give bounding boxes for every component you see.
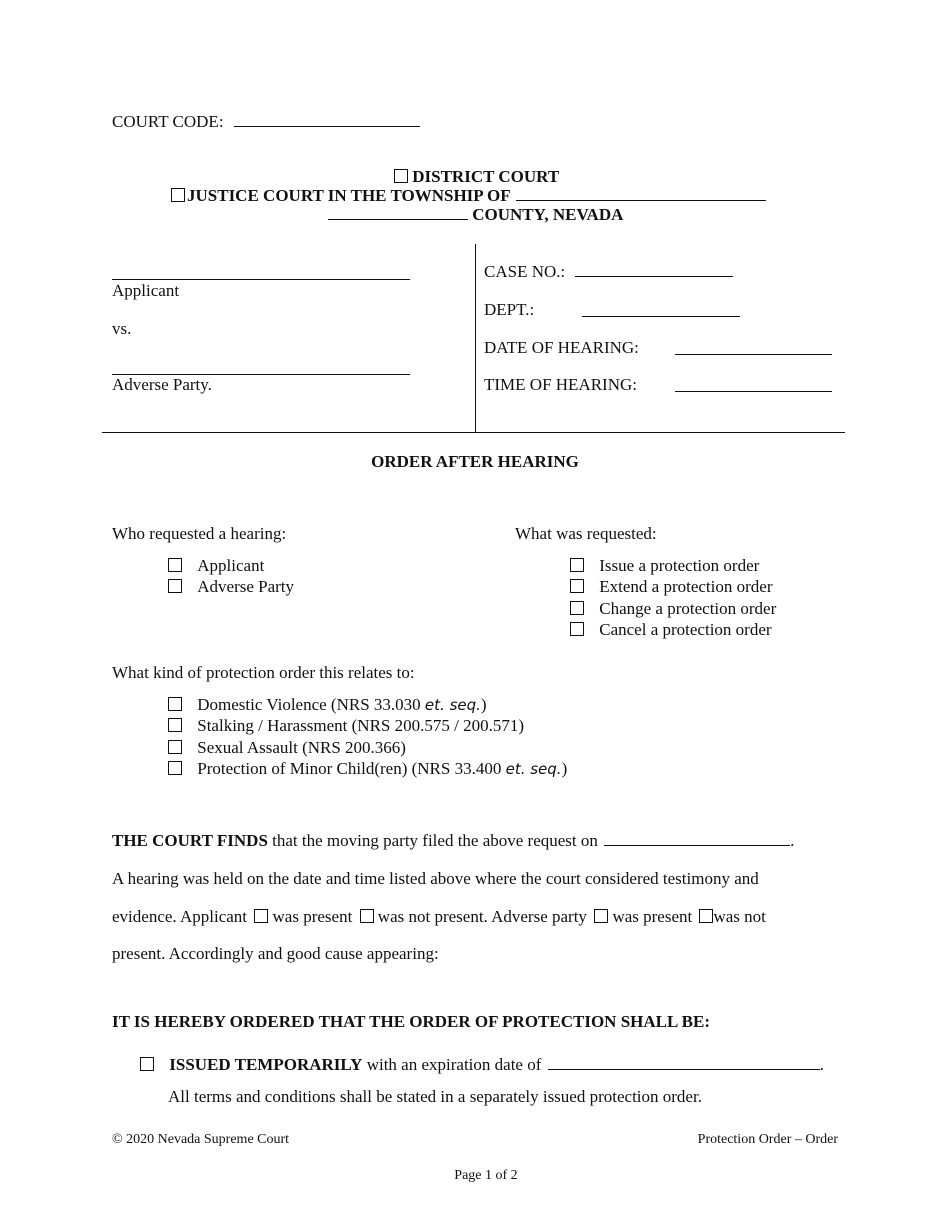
- what-requested-option: [570, 599, 776, 619]
- dept-label: DEPT.:: [484, 300, 535, 319]
- who-option-label: Applicant: [197, 556, 265, 575]
- option-italic: et. seq.: [424, 696, 481, 714]
- court-code-label: COURT CODE:: [112, 112, 224, 131]
- who-requested-option: [168, 556, 264, 576]
- protection-kind-option: [168, 695, 487, 715]
- findings-text: evidence. Applicant: [112, 907, 248, 926]
- footer-copyright: © 2020 Nevada Supreme Court: [112, 1132, 290, 1147]
- who-option-label: Adverse Party: [197, 577, 295, 596]
- time-of-hearing-field[interactable]: [675, 377, 832, 392]
- adverse-present-checkbox[interactable]: [594, 909, 608, 923]
- option-italic: et. seq.: [505, 760, 562, 778]
- justice-court-checkbox[interactable]: [171, 188, 185, 202]
- protection-kind-label: What kind of protection order this relates to:: [112, 663, 415, 682]
- case-no-field[interactable]: [575, 262, 733, 277]
- what-requested-label: What was requested:: [515, 524, 657, 543]
- protection-kind-option: [168, 759, 567, 779]
- issued-temporarily-checkbox[interactable]: [140, 1057, 154, 1071]
- issued-text: with an expiration date of: [362, 1055, 542, 1074]
- sexual-assault-checkbox[interactable]: [168, 740, 182, 754]
- justice-court-label: JUSTICE COURT IN THE TOWNSHIP OF: [187, 186, 510, 205]
- issue-order-checkbox[interactable]: [570, 558, 584, 572]
- justice-court-option: [171, 186, 766, 206]
- district-court-label: DISTRICT COURT: [412, 167, 560, 186]
- issued-note: All terms and conditions shall be stated in a separately issued protection order.: [168, 1087, 702, 1106]
- what-option-label: Cancel a protection order: [599, 620, 772, 639]
- what-option-label: Change a protection order: [599, 599, 777, 618]
- option-text: Stalking / Harassment (NRS 200.575 / 200.571): [197, 716, 525, 735]
- applicant-name-line[interactable]: [112, 279, 410, 280]
- court-code-field[interactable]: [234, 112, 420, 127]
- applicant-present-checkbox[interactable]: [254, 909, 268, 923]
- findings-text: was not present. Adverse party: [377, 907, 587, 926]
- page-title: ORDER AFTER HEARING: [371, 452, 579, 471]
- issued-label: ISSUED TEMPORARILY: [169, 1055, 363, 1074]
- stalking-harassment-checkbox[interactable]: [168, 718, 182, 732]
- what-option-label: Issue a protection order: [599, 556, 760, 575]
- what-requested-option: [570, 577, 773, 597]
- case-no-label: CASE NO.:: [484, 262, 566, 281]
- who-requested-label: Who requested a hearing:: [112, 524, 287, 543]
- findings-text: that the moving party filed the above request on: [267, 831, 598, 850]
- footer-form-name: Protection Order – Order: [697, 1132, 838, 1147]
- applicant-checkbox[interactable]: [168, 558, 182, 572]
- expiration-date-field[interactable]: [548, 1055, 820, 1070]
- what-requested-option: [570, 556, 759, 576]
- option-suffix: ): [561, 759, 568, 778]
- findings-text: was present: [272, 907, 353, 926]
- extend-order-checkbox[interactable]: [570, 579, 584, 593]
- district-court-checkbox[interactable]: [394, 169, 408, 183]
- issued-temporarily-row: [140, 1055, 824, 1075]
- adverse-not-present-checkbox[interactable]: [699, 909, 713, 923]
- township-field[interactable]: [516, 186, 766, 201]
- findings-text: was not: [713, 907, 766, 926]
- order-heading: IT IS HEREBY ORDERED THAT THE ORDER OF PROTECTION SHALL BE:: [112, 1012, 710, 1031]
- caption-divider-horizontal: [102, 432, 845, 433]
- cancel-order-checkbox[interactable]: [570, 622, 584, 636]
- option-suffix: ): [480, 695, 487, 714]
- minor-children-checkbox[interactable]: [168, 761, 182, 775]
- option-text: Sexual Assault (NRS 200.366): [197, 738, 406, 757]
- dept-field[interactable]: [582, 302, 740, 317]
- caption-divider-vertical: [475, 244, 476, 432]
- findings-line-4: present. Accordingly and good cause appearing:: [112, 944, 439, 963]
- applicant-not-present-checkbox[interactable]: [360, 909, 374, 923]
- county-field[interactable]: [328, 205, 468, 220]
- who-requested-option: [168, 577, 294, 597]
- dept-row: [484, 300, 534, 320]
- county-nevada-label: COUNTY, NEVADA: [472, 205, 624, 224]
- what-requested-option: [570, 620, 772, 640]
- domestic-violence-checkbox[interactable]: [168, 697, 182, 711]
- adverse-party-label: Adverse Party.: [112, 375, 212, 394]
- applicant-label: Applicant: [112, 281, 180, 300]
- protection-kind-option: [168, 716, 524, 736]
- findings-line-1: [112, 831, 794, 851]
- findings-text: was present: [612, 907, 693, 926]
- district-court-option: [394, 167, 559, 187]
- county-row: [328, 205, 623, 225]
- footer-page-number: Page 1 of 2: [454, 1168, 518, 1183]
- date-of-hearing-field[interactable]: [675, 340, 832, 355]
- change-order-checkbox[interactable]: [570, 601, 584, 615]
- time-of-hearing-label: TIME OF HEARING:: [484, 375, 637, 394]
- protection-kind-option: [168, 738, 406, 758]
- findings-line-3: [112, 907, 766, 927]
- case-no-row: [484, 262, 733, 282]
- what-option-label: Extend a protection order: [599, 577, 773, 596]
- adverse-party-checkbox[interactable]: [168, 579, 182, 593]
- date-of-hearing-label: DATE OF HEARING:: [484, 338, 639, 357]
- vs-label: vs.: [112, 319, 132, 338]
- option-text: Protection of Minor Child(ren) (NRS 33.400: [197, 759, 506, 778]
- request-date-field[interactable]: [604, 831, 790, 846]
- period: .: [790, 831, 795, 850]
- option-text: Domestic Violence (NRS 33.030: [197, 695, 425, 714]
- period: .: [819, 1055, 824, 1074]
- findings-lead: THE COURT FINDS: [112, 831, 268, 850]
- court-code-row: [112, 112, 420, 132]
- findings-line-2: A hearing was held on the date and time listed above where the court considered testimony and: [112, 869, 759, 888]
